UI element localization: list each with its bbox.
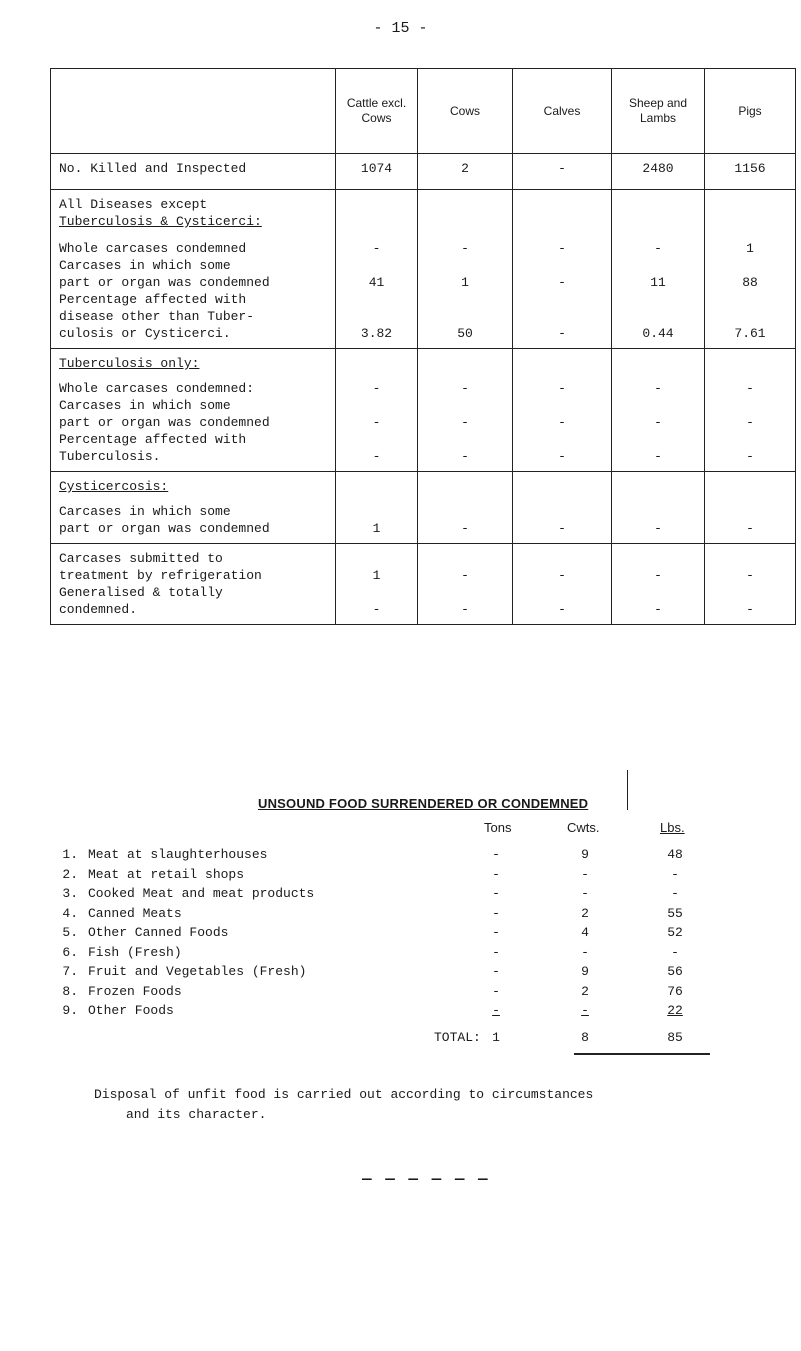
item-tons: - bbox=[492, 905, 500, 921]
cell-value: - bbox=[654, 449, 662, 464]
list-item bbox=[0, 884, 801, 904]
cell-value: - bbox=[654, 602, 662, 617]
list-item bbox=[0, 943, 801, 963]
item-name: Other Canned Foods bbox=[88, 925, 229, 940]
killed-cattle: 1074 bbox=[360, 161, 393, 176]
list-item bbox=[0, 923, 801, 943]
section-refrigeration bbox=[51, 544, 796, 625]
item-num: 1. bbox=[62, 847, 78, 862]
row-label: culosis or Cysticerci. bbox=[59, 326, 231, 341]
total-label: TOTAL: bbox=[434, 1030, 481, 1045]
column-rule bbox=[627, 770, 628, 810]
item-name: Meat at retail shops bbox=[88, 866, 245, 882]
cell-value: - bbox=[746, 602, 754, 617]
cell-value: - bbox=[558, 449, 566, 464]
item-cwts: 9 bbox=[581, 847, 589, 862]
row-label: condemned. bbox=[59, 602, 138, 617]
cell-value: - bbox=[372, 449, 381, 464]
header-blank bbox=[51, 69, 336, 154]
row-label: Carcases submitted to bbox=[59, 551, 223, 566]
item-lbs: 56 bbox=[667, 964, 683, 979]
cell-value: - bbox=[461, 415, 469, 430]
cell-value: 7.61 bbox=[734, 326, 766, 341]
total-lbs: 85 bbox=[667, 1030, 683, 1045]
row-label: Percentage affected with bbox=[59, 432, 247, 447]
item-cwts: 2 bbox=[581, 983, 589, 999]
cell-value: - bbox=[558, 602, 566, 617]
item-lbs: 22 bbox=[667, 1003, 683, 1018]
row-label: part or organ was condemned bbox=[59, 521, 270, 536]
col-header-pigs: Pigs bbox=[705, 69, 796, 154]
cell-value: - bbox=[461, 521, 469, 536]
col-header-calves: Calves bbox=[513, 69, 612, 154]
cell-value: - bbox=[558, 241, 566, 256]
row-label: Whole carcases condemned: bbox=[59, 381, 255, 396]
item-cwts: - bbox=[581, 886, 589, 901]
item-name: Fruit and Vegetables (Fresh) bbox=[88, 964, 307, 979]
killed-row bbox=[51, 154, 796, 190]
tons-header: Tons bbox=[484, 820, 512, 835]
section-tb-heading: Tuberculosis only: bbox=[59, 356, 200, 371]
cell-value: - bbox=[654, 241, 662, 256]
list-item bbox=[0, 982, 801, 1002]
item-num: 6. bbox=[62, 944, 78, 960]
cell-value: - bbox=[461, 241, 469, 256]
end-dashes: — — — — — — bbox=[362, 1170, 490, 1188]
total-row bbox=[0, 1028, 801, 1048]
list-item bbox=[0, 962, 801, 982]
list-item bbox=[0, 904, 801, 924]
lbs-header: Lbs. bbox=[660, 820, 685, 835]
col-header-cattle: Cattle excl. Cows bbox=[336, 69, 418, 154]
section-cyst-heading: Cysticercosis: bbox=[59, 479, 169, 494]
cell-value: - bbox=[746, 568, 754, 583]
list-item bbox=[0, 865, 801, 885]
item-num: 4. bbox=[62, 905, 78, 921]
item-num: 7. bbox=[62, 964, 78, 979]
cell-value: 50 bbox=[457, 326, 473, 341]
item-tons: - bbox=[492, 983, 500, 999]
row-label: disease other than Tuber- bbox=[59, 309, 255, 324]
item-num: 2. bbox=[62, 866, 78, 882]
disposal-text-line-1: Disposal of unfit food is carried out according to circumstances bbox=[94, 1087, 594, 1102]
inspection-table bbox=[50, 68, 796, 625]
row-label: part or organ was condemned bbox=[59, 415, 270, 430]
section-cysticercosis bbox=[51, 472, 796, 544]
cell-value: 1 bbox=[461, 275, 469, 290]
item-cwts: - bbox=[581, 866, 589, 882]
row-label: part or organ was condemned bbox=[59, 275, 270, 290]
item-tons: - bbox=[492, 1003, 500, 1018]
item-lbs: 52 bbox=[667, 925, 683, 940]
col-header-sheep: Sheep and Lambs bbox=[612, 69, 705, 154]
cell-value: - bbox=[558, 521, 566, 536]
section-all-heading-2: Tuberculosis & Cysticerci: bbox=[59, 214, 262, 229]
cell-value: - bbox=[746, 381, 754, 396]
item-tons: - bbox=[492, 944, 500, 960]
cell-value: - bbox=[558, 381, 566, 396]
killed-calves: - bbox=[558, 161, 566, 176]
cell-value: - bbox=[654, 568, 662, 583]
total-tons: 1 bbox=[492, 1030, 500, 1045]
item-name: Fish (Fresh) bbox=[88, 944, 182, 960]
total-rule bbox=[574, 1053, 710, 1055]
killed-sheep: 2480 bbox=[642, 161, 674, 176]
cell-value: - bbox=[654, 415, 662, 430]
item-lbs: 76 bbox=[667, 983, 683, 999]
cell-value: - bbox=[461, 568, 469, 583]
cell-value: - bbox=[372, 415, 381, 430]
row-label: Percentage affected with bbox=[59, 292, 247, 307]
killed-pigs: 1156 bbox=[734, 161, 766, 176]
row-label: Tuberculosis. bbox=[59, 449, 161, 464]
item-lbs: - bbox=[671, 944, 679, 960]
item-tons: - bbox=[492, 925, 500, 940]
cell-value: - bbox=[746, 415, 754, 430]
cell-value: 3.82 bbox=[360, 326, 393, 341]
cell-value: 1 bbox=[746, 241, 754, 256]
cell-value: - bbox=[461, 602, 469, 617]
cell-value: - bbox=[746, 449, 754, 464]
row-label: Carcases in which some bbox=[59, 398, 231, 413]
row-label: Carcases in which some bbox=[59, 504, 231, 519]
section-tuberculosis bbox=[51, 349, 796, 472]
item-num: 9. bbox=[62, 1003, 78, 1018]
item-tons: - bbox=[492, 964, 500, 979]
cell-value: - bbox=[558, 415, 566, 430]
item-name: Cooked Meat and meat products bbox=[88, 886, 315, 901]
cell-value: - bbox=[558, 275, 566, 290]
cell-value: 41 bbox=[368, 275, 385, 290]
cell-value: - bbox=[654, 381, 662, 396]
killed-label: No. Killed and Inspected bbox=[59, 161, 247, 176]
unsound-food-title: UNSOUND FOOD SURRENDERED OR CONDEMNED bbox=[258, 796, 589, 811]
section-all-heading-1: All Diseases except bbox=[59, 197, 208, 212]
cell-value: - bbox=[372, 241, 381, 256]
cell-value: - bbox=[654, 521, 662, 536]
item-cwts: 4 bbox=[581, 925, 589, 940]
disposal-text-line-2: and its character. bbox=[126, 1107, 267, 1122]
item-tons: - bbox=[492, 886, 500, 901]
row-label: Carcases in which some bbox=[59, 258, 231, 273]
item-cwts: - bbox=[581, 944, 589, 960]
item-tons: - bbox=[492, 866, 500, 882]
cell-value: 11 bbox=[650, 275, 666, 290]
row-label: Generalised & totally bbox=[59, 585, 223, 600]
list-item bbox=[0, 1001, 801, 1021]
cell-value: 1 bbox=[372, 521, 381, 536]
cell-value: - bbox=[746, 521, 754, 536]
cell-value: - bbox=[558, 568, 566, 583]
cell-value: - bbox=[461, 381, 469, 396]
list-item bbox=[0, 845, 801, 865]
unsound-food-list bbox=[0, 845, 801, 1021]
killed-cows: 2 bbox=[461, 161, 469, 176]
cell-value: - bbox=[558, 326, 566, 341]
item-num: 8. bbox=[62, 983, 78, 999]
row-label: treatment by refrigeration bbox=[59, 568, 262, 583]
item-name: Meat at slaughterhouses bbox=[88, 847, 268, 862]
cwts-header: Cwts. bbox=[567, 820, 600, 835]
total-cwts: 8 bbox=[581, 1030, 589, 1045]
page-number: - 15 - bbox=[373, 20, 428, 37]
item-cwts: 2 bbox=[581, 905, 589, 921]
item-cwts: - bbox=[581, 1003, 589, 1018]
item-name: Other Foods bbox=[88, 1003, 174, 1018]
cell-value: - bbox=[461, 449, 469, 464]
item-lbs: 55 bbox=[667, 905, 683, 921]
item-tons: - bbox=[492, 847, 500, 862]
cell-value: 0.44 bbox=[642, 326, 674, 341]
cell-value: - bbox=[372, 602, 381, 617]
row-label: Whole carcases condemned bbox=[59, 241, 247, 256]
item-num: 3. bbox=[62, 886, 78, 901]
item-cwts: 9 bbox=[581, 964, 589, 979]
item-name: Frozen Foods bbox=[88, 983, 182, 999]
item-lbs: - bbox=[671, 866, 679, 882]
item-lbs: - bbox=[671, 886, 679, 901]
item-lbs: 48 bbox=[667, 847, 683, 862]
col-header-cows: Cows bbox=[418, 69, 513, 154]
item-num: 5. bbox=[62, 925, 78, 940]
item-name: Canned Meats bbox=[88, 905, 182, 921]
cell-value: - bbox=[372, 381, 381, 396]
cell-value: 1 bbox=[372, 568, 381, 583]
header-row bbox=[51, 69, 796, 154]
cell-value: 88 bbox=[742, 275, 758, 290]
section-all-diseases bbox=[51, 190, 796, 349]
